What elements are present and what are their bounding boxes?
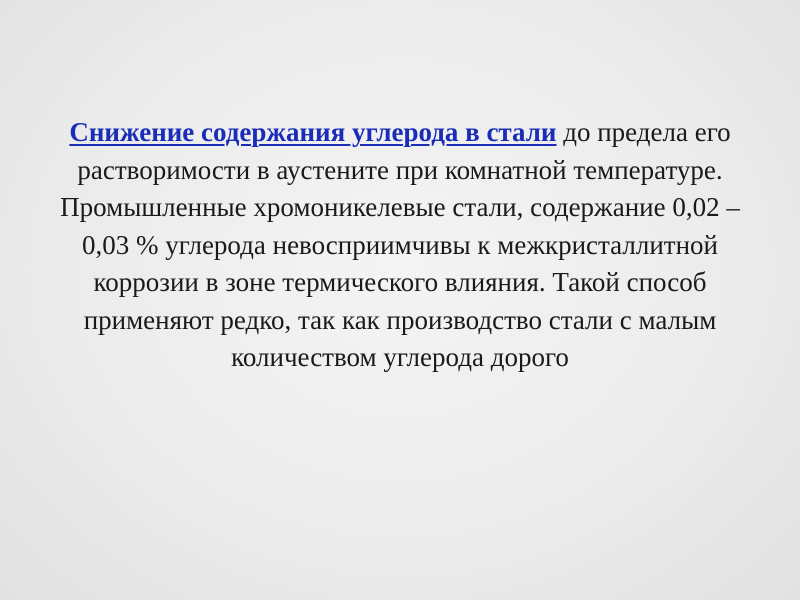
body-text: до предела его растворимости в аустените при комнатной температуре. Промышленные хромоникелевые стали, содержание 0,02 – 0,03 % углерода невосприимчивы к межкристаллитной коррозии в зоне термического влияния. Такой способ применяют редко, так как производство стали с малым количеством углерода дорого	[60, 117, 740, 372]
term-link[interactable]: Снижение содержания углерода в стали	[69, 117, 557, 147]
slide-text-block	[60, 114, 740, 377]
